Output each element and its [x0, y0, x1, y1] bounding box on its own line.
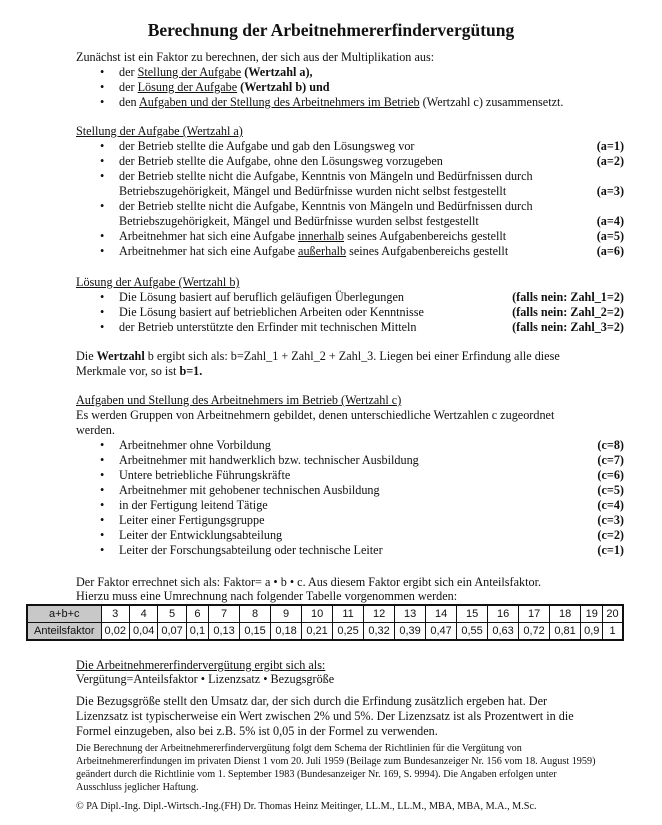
table-cell: 0,07	[158, 623, 186, 641]
list-item: • der Betrieb stellte die Aufgabe und gab den Lösungsweg vor (a=1)	[100, 139, 624, 153]
bullet-icon: •	[100, 513, 105, 527]
bullet-icon: •	[100, 483, 105, 497]
section-c-heading: Aufgaben und Stellung des Arbeitnehmers im Betrieb (Wertzahl c)	[76, 393, 402, 407]
bullet-icon: •	[100, 229, 105, 243]
list-item: • der Betrieb stellte die Aufgabe, ohne den Lösungsweg vorzugeben (a=2)	[100, 154, 624, 168]
bullet-icon: •	[100, 498, 105, 512]
list-item: • Arbeitnehmer hat sich eine Aufgabe innerhalb seines Aufgabenbereichs gestellt (a=5)	[100, 229, 624, 243]
section-b-list	[76, 290, 624, 335]
table-row-factor	[27, 623, 623, 641]
table-cell: 0,15	[240, 623, 271, 641]
list-item: • Arbeitnehmer mit handwerklich bzw. technischer Ausbildung (c=7)	[100, 453, 624, 467]
value-label: (a=1)	[596, 139, 624, 153]
bullet-icon: •	[100, 438, 105, 452]
list-item: • Die Lösung basiert auf beruflich geläufigen Überlegungen (falls nein: Zahl_1=2)	[100, 290, 624, 304]
factor-line-1: Der Faktor errechnet sich als: Faktor= a • b • c. Aus diesem Faktor ergibt sich ein Anteilsfaktor.	[76, 575, 541, 589]
bullet-icon: •	[100, 305, 105, 319]
value-label: (falls nein: Zahl_2=2)	[512, 305, 624, 319]
value-label: (c=4)	[597, 498, 624, 512]
bullet-icon: •	[100, 199, 105, 213]
bullet-icon: •	[100, 169, 105, 183]
table-cell: 16	[488, 605, 519, 623]
table-cell: 0,72	[519, 623, 550, 641]
value-label: (falls nein: Zahl_1=2)	[512, 290, 624, 304]
list-item: • Arbeitnehmer hat sich eine Aufgabe außerhalb seines Aufgabenbereichs gestellt (a=6)	[100, 244, 624, 258]
value-label: (c=1)	[597, 543, 624, 557]
value-label: (c=2)	[597, 528, 624, 542]
term-link: Stellung der Aufgabe	[137, 65, 242, 79]
list-item: • der Lösung der Aufgabe (Wertzahl b) und	[100, 80, 330, 94]
list-item: • der Betrieb stellte nicht die Aufgabe, Kenntnis von Mängeln und Bedürfnissen durch Betriebszugehörigkeit, Mängel und Bedürfnisse wurden selbst festgestellt (a=4)	[100, 199, 624, 228]
bullet-icon: •	[100, 154, 105, 168]
table-cell: 4	[129, 605, 157, 623]
value-label: (a=5)	[596, 229, 624, 243]
list-item: • der Stellung der Aufgabe (Wertzahl a),	[100, 65, 313, 79]
list-item: • Untere betriebliche Führungskräfte (c=6)	[100, 468, 624, 482]
list-item: • Arbeitnehmer ohne Vorbildung (c=8)	[100, 438, 624, 452]
table-cell: 0,55	[457, 623, 488, 641]
table-cell: 1	[603, 623, 623, 641]
table-cell: 10	[302, 605, 333, 623]
table-cell: 0,25	[333, 623, 364, 641]
table-cell: 6	[186, 605, 208, 623]
table-cell: 11	[333, 605, 364, 623]
copyright: © PA Dipl.-Ing. Dipl.-Wirtsch.-Ing.(FH) Dr. Thomas Heinz Meitinger, LL.M., LL.M., MBA, MBA, M.A., M.Sc.	[76, 801, 537, 812]
value-label: (a=2)	[596, 154, 624, 168]
bullet-icon: •	[100, 65, 105, 79]
table-cell: 0,81	[550, 623, 581, 641]
table-cell: 14	[426, 605, 457, 623]
value-label: (c=6)	[597, 468, 624, 482]
table-cell: 17	[519, 605, 550, 623]
value-label: (a=4)	[596, 214, 624, 228]
bullet-icon: •	[100, 453, 105, 467]
value-label: (c=5)	[597, 483, 624, 497]
table-cell: 13	[395, 605, 426, 623]
term-link: Lösung der Aufgabe	[137, 80, 238, 94]
table-cell: 8	[240, 605, 271, 623]
list-item: • der Betrieb unterstützte den Erfinder mit technischen Mitteln (falls nein: Zahl_3=2)	[100, 320, 624, 334]
value-label: (falls nein: Zahl_3=2)	[512, 320, 624, 334]
section-c-list	[76, 438, 624, 558]
section-c-intro: Es werden Gruppen von Arbeitnehmern gebildet, denen unterschiedliche Wertzahlen c zugeordnet werden.	[76, 408, 555, 437]
value-label: (c=3)	[597, 513, 624, 527]
bullet-icon: •	[100, 95, 105, 109]
factor-line-2: Hierzu muss eine Umrechnung nach folgender Tabelle vorgenommen werden:	[76, 589, 458, 603]
result-explanation: Die Bezugsgröße stellt den Umsatz dar, der sich durch die Erfindung zusätzlich ergeben hat. Der Lizenzsatz ist typischerweise ein Wert zwischen 2% und 5%. Der Lizenzsatz ist als Prozentwert in die Formel einzugeben, also bei z.B. 5% ist 0,05 in der Formel zu verwenden.	[76, 694, 574, 738]
table-cell: 0,02	[101, 623, 129, 641]
table-cell: 0,21	[302, 623, 333, 641]
value-label: (c=7)	[597, 453, 624, 467]
value-label: (c=8)	[597, 438, 624, 452]
table-cell: 12	[364, 605, 395, 623]
disclaimer: Die Berechnung der Arbeitnehmererfindervergütung folgt dem Schema der Richtlinien für die Vergütung von Arbeitnehmererfindungen im privaten Dienst 1 vom 20. Juli 1959 (Beilage zum Bundesanzeiger Nr. 156 vom 18. August 1959) geändert durch die Richtlinie vom 1. September 1983 (Bundesanzeiger Nr. 169, S. 9994). Die Angaben erfolgen unter Ausschluss jeglicher Haftung.	[76, 743, 596, 793]
list-item: • der Betrieb stellte nicht die Aufgabe, Kenntnis von Mängeln und Bedürfnissen durch Betriebszugehörigkeit, Mängel und Bedürfnisse wurden nicht selbst festgestellt (a=3)	[100, 169, 624, 198]
bullet-icon: •	[100, 468, 105, 482]
table-cell: 0,13	[209, 623, 240, 641]
value-label: (a=6)	[596, 244, 624, 258]
table-cell: 9	[271, 605, 302, 623]
row-header-factor: Anteilsfaktor	[27, 623, 101, 641]
list-item: • Leiter der Forschungsabteilung oder technische Leiter (c=1)	[100, 543, 624, 557]
bullet-icon: •	[100, 528, 105, 542]
table-cell: 7	[209, 605, 240, 623]
row-header-sum: a+b+c	[27, 605, 101, 623]
section-a-list	[76, 139, 624, 259]
bullet-icon: •	[100, 80, 105, 94]
term-link: Aufgaben und der Stellung des Arbeitnehmers im Betrieb	[138, 95, 420, 109]
bullet-icon: •	[100, 320, 105, 334]
bullet-icon: •	[100, 290, 105, 304]
table-cell: 0,1	[186, 623, 208, 641]
table-cell: 0,63	[488, 623, 519, 641]
table-cell: 0,32	[364, 623, 395, 641]
list-item: • den Aufgaben und der Stellung des Arbeitnehmers im Betrieb (Wertzahl c) zusammensetzt.	[100, 95, 564, 109]
table-cell: 0,47	[426, 623, 457, 641]
bullet-icon: •	[100, 543, 105, 557]
list-item: • in der Fertigung leitend Tätige (c=4)	[100, 498, 624, 512]
list-item: • Arbeitnehmer mit gehobener technischen Ausbildung (c=5)	[100, 483, 624, 497]
table-cell: 18	[550, 605, 581, 623]
b-formula-text: Die Wertzahl b ergibt sich als: b=Zahl_1 + Zahl_2 + Zahl_3. Liegen bei einer Erfindung alle diese Merkmale vor, so ist b=1.	[76, 349, 560, 378]
table-cell: 3	[101, 605, 129, 623]
bullet-icon: •	[100, 139, 105, 153]
section-a-heading: Stellung der Aufgabe (Wertzahl a)	[76, 124, 243, 138]
table-cell: 0,18	[271, 623, 302, 641]
table-cell: 15	[457, 605, 488, 623]
table-cell: 5	[158, 605, 186, 623]
list-item: • Die Lösung basiert auf betrieblichen Arbeiten oder Kenntnisse (falls nein: Zahl_2=2)	[100, 305, 624, 319]
table-cell: 0,39	[395, 623, 426, 641]
table-cell: 0,9	[581, 623, 603, 641]
bullet-icon: •	[100, 244, 105, 258]
table-row-sum	[27, 605, 623, 623]
table-cell: 20	[603, 605, 623, 623]
list-item: • Leiter einer Fertigungsgruppe (c=3)	[100, 513, 624, 527]
intro-text: Zunächst ist ein Faktor zu berechnen, der sich aus der Multiplikation aus:	[76, 50, 435, 64]
anteilsfaktor-table	[26, 604, 624, 641]
table-cell: 0,04	[129, 623, 157, 641]
table-cell: 19	[581, 605, 603, 623]
intro-list	[76, 65, 624, 110]
section-b-heading: Lösung der Aufgabe (Wertzahl b)	[76, 275, 240, 289]
result-formula: Vergütung=Anteilsfaktor • Lizenzsatz • Bezugsgröße	[76, 672, 335, 686]
list-item: • Leiter der Entwicklungsabteilung (c=2)	[100, 528, 624, 542]
result-heading: Die Arbeitnehmererfindervergütung ergibt sich als:	[76, 658, 326, 672]
value-label: (a=3)	[596, 184, 624, 198]
page-title: Berechnung der Arbeitnehmererfindervergütung	[147, 20, 515, 40]
